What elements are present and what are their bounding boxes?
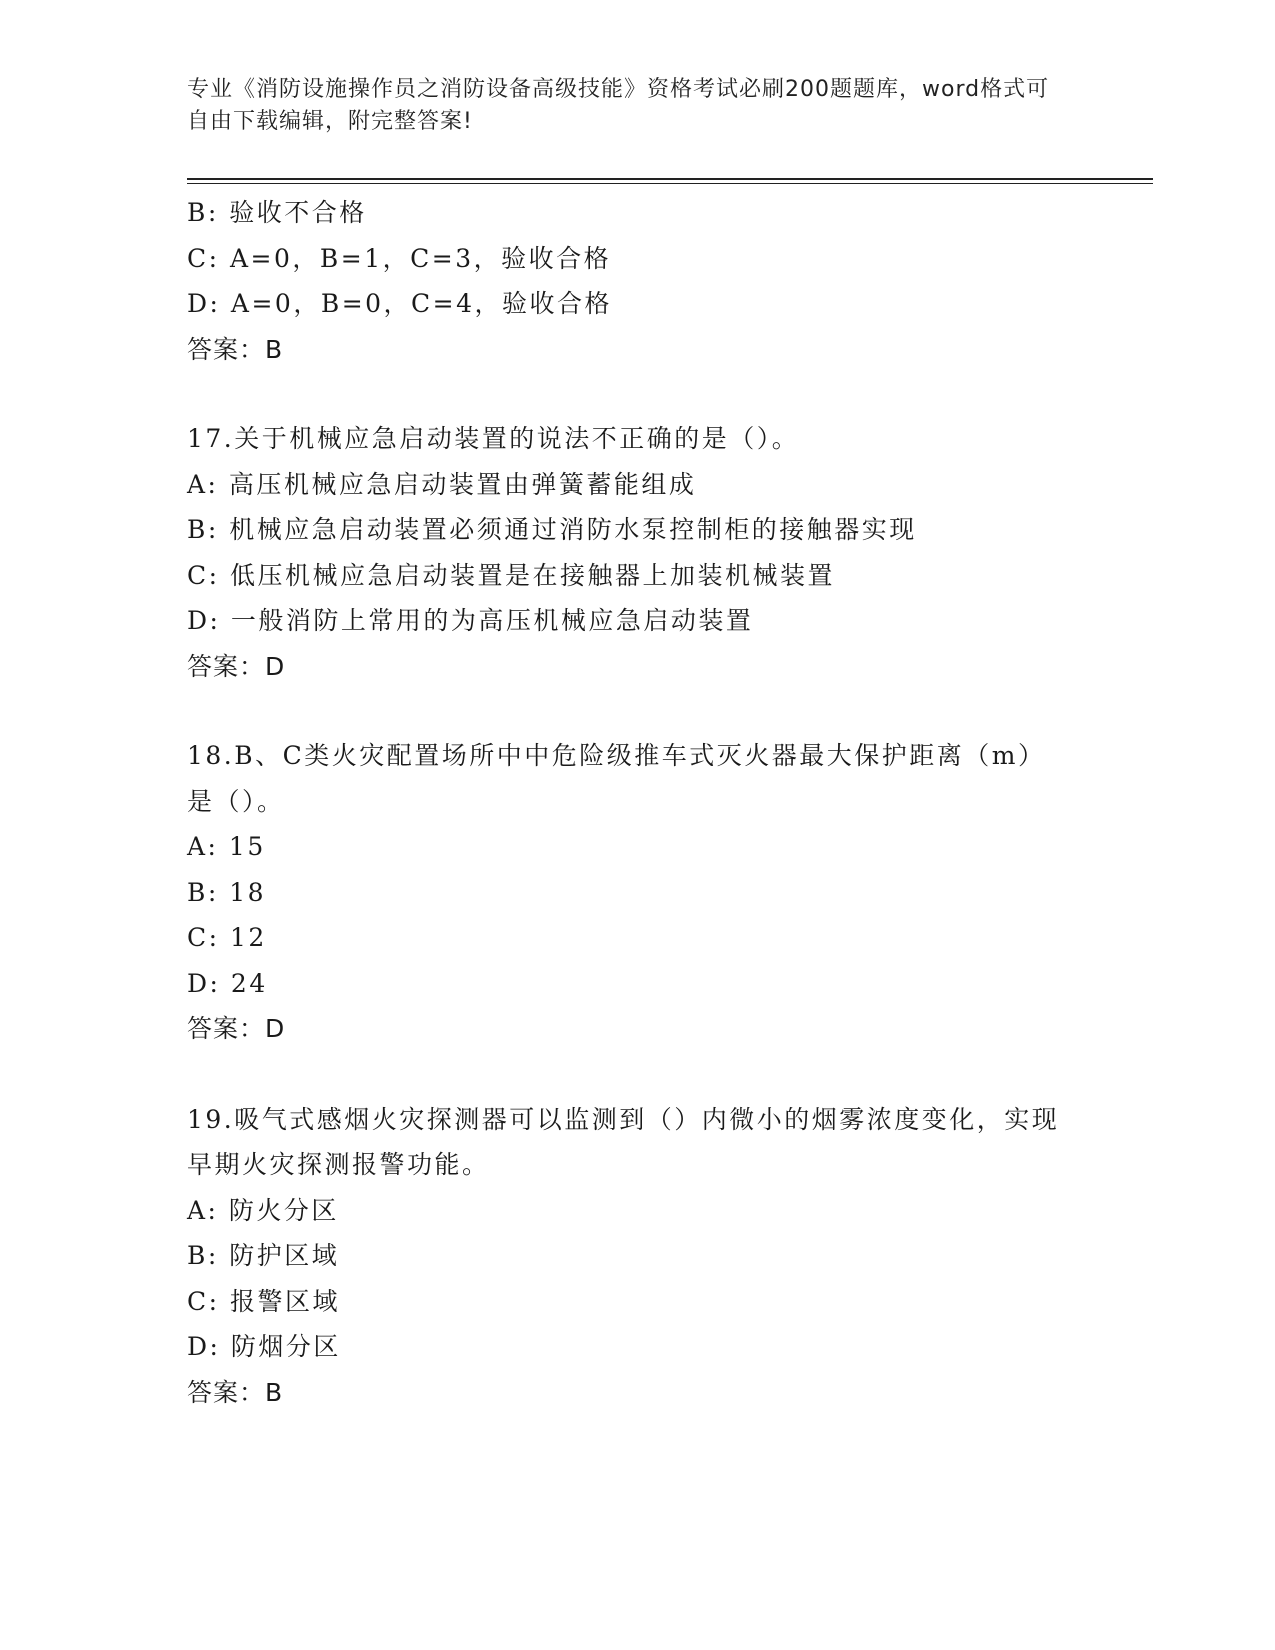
option-d: D: A=0，B=0，C=4，验收合格 bbox=[187, 289, 613, 318]
option-c: C: 报警区域 bbox=[187, 1286, 340, 1316]
option-b: B: 防护区域 bbox=[187, 1241, 340, 1270]
header-divider-thick bbox=[187, 178, 1153, 180]
question-stem: 19.吸气式感烟火灾探测器可以监测到（）内微小的烟雾浓度变化，实现早期火灾探测报警功能。 bbox=[187, 1104, 1060, 1179]
question-19 bbox=[187, 1097, 1077, 1416]
answer: 答案：B bbox=[187, 334, 284, 364]
question-list bbox=[187, 190, 1077, 1415]
option-c: C: 12 bbox=[187, 923, 267, 952]
answer: 答案：B bbox=[187, 1377, 284, 1407]
option-d: D: 防烟分区 bbox=[187, 1332, 341, 1361]
answer: 答案：D bbox=[187, 651, 286, 681]
question-16 bbox=[187, 190, 1077, 372]
question-stem: 17.关于机械应急启动装置的说法不正确的是（）。 bbox=[187, 424, 800, 453]
option-a: A: 防火分区 bbox=[187, 1195, 339, 1225]
answer: 答案：D bbox=[187, 1014, 286, 1043]
document-header: 专业《消防设施操作员之消防设备高级技能》资格考试必刷200题题库，word格式可自由下载编辑，附完整答案! bbox=[187, 77, 1050, 134]
option-b: B: 验收不合格 bbox=[187, 198, 367, 227]
option-a: A: 15 bbox=[187, 832, 266, 861]
option-d: D: 一般消防上常用的为高压机械应急启动装置 bbox=[187, 606, 754, 635]
option-d: D: 24 bbox=[187, 968, 268, 998]
header-divider-thin bbox=[187, 183, 1153, 184]
question-18 bbox=[187, 733, 1077, 1052]
option-c: C: 低压机械应急启动装置是在接触器上加装机械装置 bbox=[187, 560, 836, 590]
option-b: B: 机械应急启动装置必须通过消防水泵控制柜的接触器实现 bbox=[187, 515, 917, 544]
option-b: B: 18 bbox=[187, 877, 267, 907]
question-stem: 18.B、C类火灾配置场所中中危险级推车式灭火器最大保护距离（m）是（）。 bbox=[187, 741, 1046, 816]
option-a: A: 高压机械应急启动装置由弹簧蓄能组成 bbox=[187, 469, 697, 499]
question-17 bbox=[187, 416, 1077, 689]
option-c: C: A=0，B=1，C=3，验收合格 bbox=[187, 243, 612, 273]
